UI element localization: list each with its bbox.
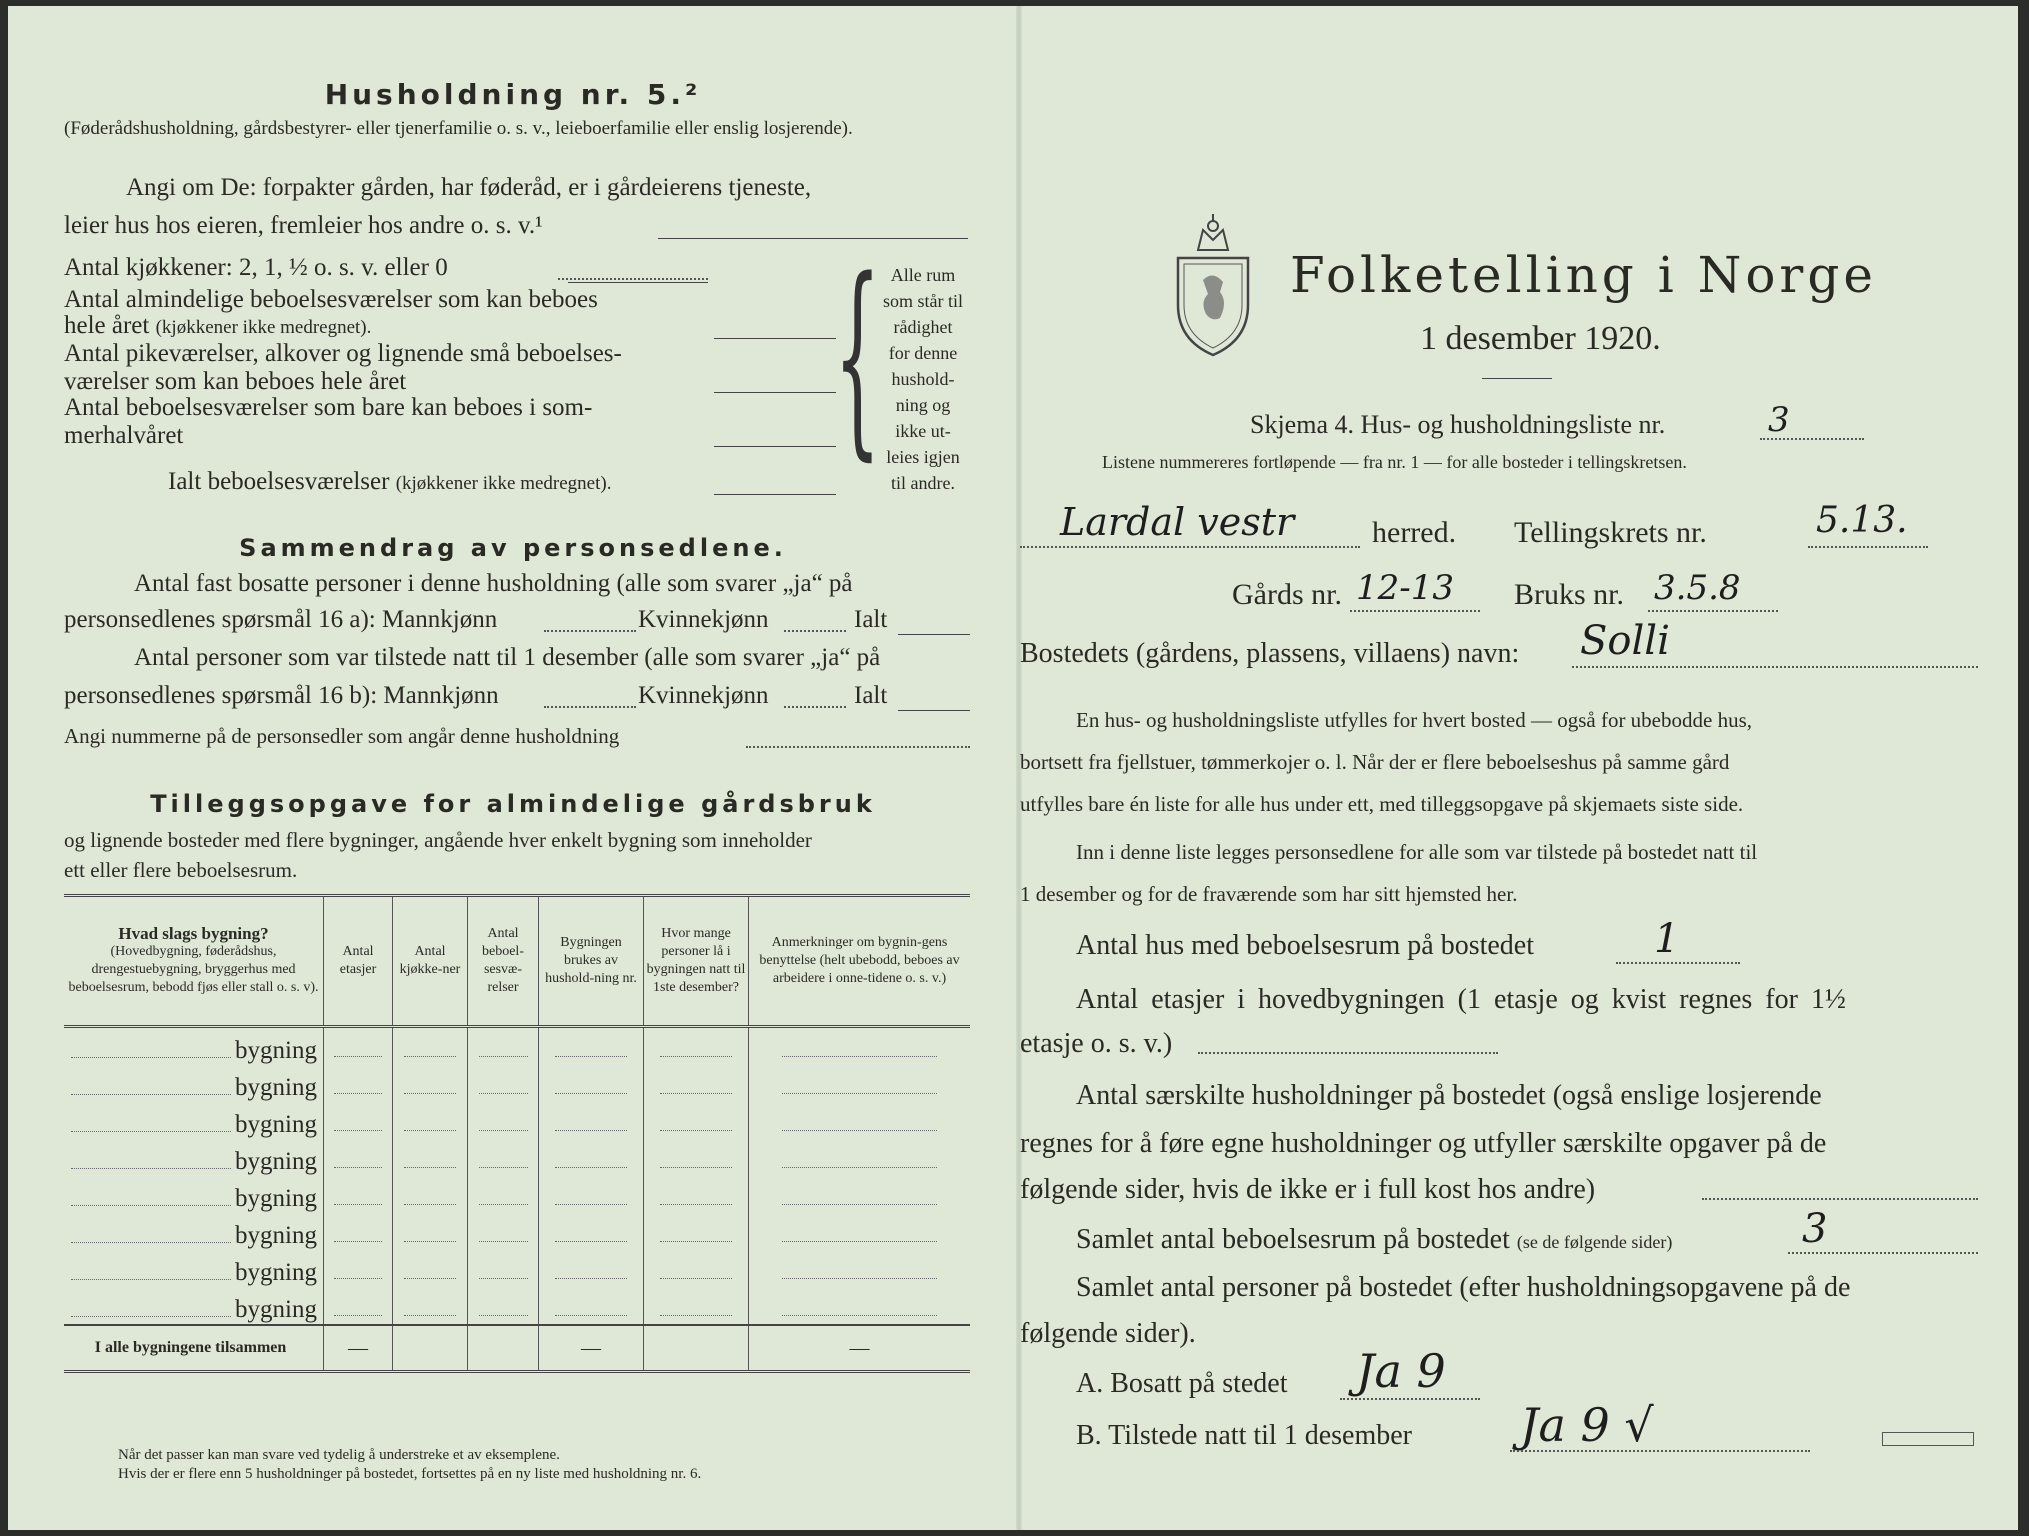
household-title: Husholdning nr. 5.² <box>324 78 702 111</box>
building-type-field[interactable] <box>71 1131 231 1132</box>
angi-answer-line[interactable] <box>658 238 968 239</box>
skjema-value[interactable]: 3 <box>1768 400 1790 440</box>
rooms-alm-1: Antal almindelige beboelsesværelser som kan beboes <box>64 286 598 313</box>
total-dash[interactable]: — <box>749 1325 971 1372</box>
building-cell[interactable] <box>644 1287 749 1325</box>
building-cell[interactable] <box>324 1213 393 1250</box>
building-cell[interactable] <box>749 1027 971 1066</box>
building-cell[interactable] <box>393 1250 468 1287</box>
bosatt-label: A. Bosatt på stedet <box>1076 1368 1288 1399</box>
building-table <box>64 894 970 1373</box>
building-cell[interactable] <box>644 1065 749 1102</box>
tillegg-title: Tilleggsopgave for almindelige gårdsbruk <box>150 790 876 818</box>
title-rule <box>1482 378 1552 379</box>
summary-p1-c: Kvinnekjønn <box>638 606 769 633</box>
col-persons: Hvor mange personer lå i bygningen natt til 1ste desember? <box>644 896 749 1027</box>
building-cell[interactable] <box>749 1250 971 1287</box>
somm-field[interactable] <box>714 446 836 447</box>
building-cell[interactable] <box>749 1213 971 1250</box>
etasjer-line-1: Antal etasjer i hovedbygningen (1 etasje og kvist regnes for 1½ <box>1076 984 1846 1015</box>
p1-total-field[interactable] <box>898 634 970 635</box>
angi-line-1: Angi om De: forpakter gården, har føderåd, er i gårdeierens tjeneste, <box>126 174 812 201</box>
summary-p3: Angi nummerne på de personsedler som angår denne husholdning <box>64 724 620 748</box>
building-row <box>64 1176 970 1213</box>
summary-p2-a: Antal personer som var tilstede natt til 1 desember (alle som svarer „ja“ på <box>134 644 881 671</box>
building-cell[interactable] <box>749 1176 971 1213</box>
building-cell[interactable] <box>644 1176 749 1213</box>
skjema-label: Skjema 4. Hus- og husholdningsliste nr. <box>1250 410 1666 439</box>
gards-field-line <box>1350 610 1480 612</box>
side-note-line: for denne <box>888 343 958 363</box>
building-cell[interactable] <box>539 1139 644 1176</box>
tilstede-value[interactable]: Ja 9 √ <box>1520 1398 1654 1452</box>
building-cell[interactable] <box>468 1176 539 1213</box>
cell-field-line <box>334 1241 382 1242</box>
info-line-3: utfylles bare én liste for alle hus under ett, med tilleggsopgave på skjemaets siste side. <box>1020 792 1744 816</box>
etasjer-line-2: etasje o. s. v.) <box>1020 1028 1173 1059</box>
building-row <box>64 1139 970 1176</box>
bruks-value[interactable]: 3.5.8 <box>1654 568 1741 608</box>
kitchens-dots <box>558 278 708 280</box>
cell-field-line <box>782 1241 937 1242</box>
samlet-pers-line-2: følgende sider). <box>1020 1318 1196 1349</box>
building-cell[interactable] <box>644 1213 749 1250</box>
tilstede-label: B. Tilstede natt til 1 desember <box>1076 1420 1412 1451</box>
skjema-field-line <box>1760 438 1864 440</box>
cell-field-line <box>479 1167 528 1168</box>
cell-field-line <box>555 1278 628 1279</box>
building-cell[interactable] <box>324 1176 393 1213</box>
cell-field-line <box>782 1130 937 1131</box>
building-cell[interactable] <box>324 1287 393 1325</box>
cell-field-line <box>782 1056 937 1057</box>
side-note-line: ning og <box>895 395 951 415</box>
summary-p2-b: personsedlenes spørsmål 16 b): Mannkjønn <box>64 682 499 709</box>
building-cell[interactable] <box>539 1287 644 1325</box>
building-cell[interactable] <box>468 1102 539 1139</box>
building-row-label: bygning <box>235 1148 317 1175</box>
rooms-pike-2: værelser som kan beboes hele året <box>64 368 407 395</box>
tellingskrets-value[interactable]: 5.13. <box>1816 500 1908 541</box>
building-type-field[interactable] <box>71 1316 231 1317</box>
building-cell[interactable] <box>393 1287 468 1325</box>
rooms-pike-1: Antal pikeværelser, alkover og lignende små beboelses- <box>64 340 622 367</box>
rooms-kitchens: Antal kjøkkener: 2, 1, ½ o. s. v. eller 0 <box>64 254 448 281</box>
building-row <box>64 1065 970 1102</box>
herred-label: herred. <box>1372 516 1457 549</box>
footer-note-2: Hvis der er flere enn 5 husholdninger på bostedet, fortsettes på en ny liste med husholdning nr. 6. <box>118 1466 702 1482</box>
building-type-field[interactable] <box>71 1094 231 1095</box>
bosatt-value[interactable]: Ja 9 <box>1356 1344 1446 1398</box>
building-type-cell[interactable] <box>64 1027 324 1066</box>
cell-field-line <box>660 1278 733 1279</box>
summary-p1-d: Ialt <box>854 606 888 633</box>
cell-field-line <box>334 1315 382 1316</box>
cell-field-line <box>404 1093 456 1094</box>
building-type-cell[interactable] <box>64 1213 324 1250</box>
building-row <box>64 1287 970 1325</box>
building-row-label: bygning <box>235 1185 317 1212</box>
bosted-value[interactable]: Solli <box>1580 618 1670 664</box>
building-row <box>64 1102 970 1139</box>
cell-field-line <box>555 1130 628 1131</box>
building-cell[interactable] <box>393 1102 468 1139</box>
cell-field-line <box>404 1204 456 1205</box>
building-type-cell[interactable] <box>64 1139 324 1176</box>
gards-label: Gårds nr. <box>1232 578 1342 611</box>
cell-field-line <box>479 1315 528 1316</box>
cell-field-line <box>479 1130 528 1131</box>
p2-male-field[interactable] <box>544 706 636 708</box>
building-type-cell[interactable] <box>64 1065 324 1102</box>
building-cell[interactable] <box>749 1065 971 1102</box>
side-note-line: rådighet <box>893 317 953 337</box>
building-row <box>64 1250 970 1287</box>
building-cell[interactable] <box>539 1102 644 1139</box>
info-line-5: 1 desember og for de fraværende som har sitt hjemsted her. <box>1020 882 1518 906</box>
rooms-alm-2: hele året (kjøkkener ikke medregnet). <box>64 312 372 339</box>
cell-field-line <box>404 1167 456 1168</box>
etasjer-field-line[interactable] <box>1198 1052 1498 1054</box>
cell-field-line <box>555 1315 628 1316</box>
col-used-by: Bygningen brukes av hushold-ning nr. <box>539 896 644 1027</box>
rooms-brace: { <box>834 234 881 479</box>
kitchens-field[interactable] <box>568 282 708 283</box>
cell-field-line <box>404 1315 456 1316</box>
cell-field-line <box>660 1241 733 1242</box>
husholdn-line-3: følgende sider, hvis de ikke er i full kost hos andre) <box>1020 1174 1596 1205</box>
cell-field-line <box>404 1056 456 1057</box>
total-cell[interactable] <box>393 1325 468 1372</box>
building-cell[interactable] <box>749 1287 971 1325</box>
building-cell[interactable] <box>644 1250 749 1287</box>
building-type-cell[interactable] <box>64 1176 324 1213</box>
census-date: 1 desember 1920. <box>1420 320 1661 357</box>
building-cell[interactable] <box>539 1027 644 1066</box>
samlet-rum-label: Samlet antal beboelsesrum på bostedet (se de følgende sider) <box>1076 1224 1673 1255</box>
cell-field-line <box>660 1130 733 1131</box>
building-cell[interactable] <box>324 1102 393 1139</box>
building-cell[interactable] <box>393 1139 468 1176</box>
summary-title: Sammendrag av personsedlene. <box>239 534 787 562</box>
building-rows <box>64 1027 970 1372</box>
side-note-line: hushold- <box>891 369 955 389</box>
bosatt-field-line <box>1340 1398 1480 1400</box>
norway-coat-of-arms-icon <box>1168 210 1258 360</box>
tellingskrets-label: Tellingskrets nr. <box>1514 516 1707 549</box>
building-cell[interactable] <box>539 1250 644 1287</box>
tillegg-sub-2: ett eller flere beboelsesrum. <box>64 858 298 882</box>
cell-field-line <box>782 1167 937 1168</box>
cell-field-line <box>782 1315 937 1316</box>
building-cell[interactable] <box>468 1287 539 1325</box>
cell-field-line <box>555 1093 628 1094</box>
ialt-field[interactable] <box>714 494 836 495</box>
building-cell[interactable] <box>324 1027 393 1066</box>
p1-male-field[interactable] <box>544 630 636 632</box>
side-note-line: som står til <box>883 291 963 311</box>
building-cell[interactable] <box>393 1213 468 1250</box>
building-cell[interactable] <box>539 1065 644 1102</box>
summary-p2-c: Kvinnekjønn <box>638 682 769 709</box>
listene-note: Listene nummereres fortløpende — fra nr. 1 — for alle bosteder i tellingskretsen. <box>1102 452 1687 472</box>
building-cell[interactable] <box>468 1139 539 1176</box>
herred-field-line <box>1020 546 1360 548</box>
cell-field-line <box>479 1093 528 1094</box>
building-type-field[interactable] <box>71 1279 231 1280</box>
building-row <box>64 1213 970 1250</box>
building-cell[interactable] <box>324 1139 393 1176</box>
p2-female-field[interactable] <box>784 706 846 708</box>
samlet-pers-line-1: Samlet antal personer på bostedet (efter husholdningsopgavene på de <box>1076 1272 1851 1303</box>
rooms-side-note <box>868 262 978 496</box>
tillegg-sub-1: og lignende bosteder med flere bygninger, angående hver enkelt bygning som inneholder <box>64 828 812 852</box>
cell-field-line <box>660 1093 733 1094</box>
building-type-cell[interactable] <box>64 1287 324 1325</box>
total-dash[interactable]: — <box>324 1325 393 1372</box>
cell-field-line <box>555 1241 628 1242</box>
hus-label: Antal hus med beboelsesrum på bostedet <box>1076 930 1535 961</box>
cell-field-line <box>660 1204 733 1205</box>
cell-field-line <box>404 1130 456 1131</box>
pike-field[interactable] <box>714 392 836 393</box>
p1-female-field[interactable] <box>784 630 846 632</box>
bosted-field-line <box>1572 666 1978 668</box>
building-row-label: bygning <box>235 1074 317 1101</box>
rooms-ialt: Ialt beboelsesværelser (kjøkkener ikke medregnet). <box>168 468 612 495</box>
building-cell[interactable] <box>644 1139 749 1176</box>
footer-note-1: Når det passer kan man svare ved tydelig å understreke et av eksemplene. <box>118 1447 560 1463</box>
building-cell[interactable] <box>468 1065 539 1102</box>
printer-stamp <box>1882 1432 1974 1446</box>
rooms-somm-1: Antal beboelsesværelser som bare kan beboes i som- <box>64 394 593 421</box>
building-cell[interactable] <box>468 1250 539 1287</box>
total-dash[interactable]: — <box>539 1325 644 1372</box>
cell-field-line <box>555 1056 628 1057</box>
husholdn-line-2: regnes for å føre egne husholdninger og utfyller særskilte opgaver på de <box>1020 1128 1827 1159</box>
building-row-label: bygning <box>235 1296 317 1323</box>
building-cell[interactable] <box>324 1250 393 1287</box>
total-label: I alle bygningene tilsammen <box>64 1325 324 1372</box>
left-page <box>8 6 1018 1530</box>
col-remarks: Anmerkninger om bygnin-gens benyttelse (helt ubebodd, beboes av arbeidere i onne-tidene o. s. v.) <box>749 896 971 1027</box>
cell-field-line <box>404 1278 456 1279</box>
household-note: (Føderådshusholdning, gårdsbestyrer- eller tjenerfamilie o. s. v., leieboerfamilie eller enslig losjerende). <box>64 118 853 139</box>
rooms-somm-2: merhalvåret <box>64 422 184 449</box>
cell-field-line <box>334 1278 382 1279</box>
hus-field-line <box>1616 962 1740 964</box>
building-cell[interactable] <box>749 1102 971 1139</box>
building-cell[interactable] <box>539 1176 644 1213</box>
building-cell[interactable] <box>749 1139 971 1176</box>
building-type-field[interactable] <box>71 1057 231 1058</box>
building-type-field[interactable] <box>71 1242 231 1243</box>
col-rooms: Antal beboel-sesvæ-relser <box>468 896 539 1027</box>
cell-field-line <box>782 1093 937 1094</box>
info-line-2: bortsett fra fjellstuer, tømmerkojer o. l. Når der er flere beboelseshus på samme gård <box>1020 750 1730 774</box>
building-cell[interactable] <box>644 1102 749 1139</box>
col-floors: Antal etasjer <box>324 896 393 1027</box>
total-row <box>64 1325 970 1372</box>
cell-field-line <box>660 1167 733 1168</box>
bosted-label: Bostedets (gårdens, plassens, villaens) navn: <box>1020 638 1520 669</box>
col-building-type: Hvad slags bygning? (Hovedbygning, føderådshus, drengestuebygning, bryggerhus med beboelsesrum, bebodd fjøs eller stall o. s. v). <box>64 896 324 1027</box>
cell-field-line <box>782 1204 937 1205</box>
cell-field-line <box>334 1130 382 1131</box>
summary-p1-a: Antal fast bosatte personer i denne husholdning (alle som svarer „ja“ på <box>134 570 853 597</box>
husholdn-field-line[interactable] <box>1702 1198 1978 1200</box>
p3-field[interactable] <box>746 746 970 748</box>
cell-field-line <box>479 1056 528 1057</box>
info-line-4: Inn i denne liste legges personsedlene for alle som var tilstede på bostedet natt til <box>1076 840 1758 864</box>
angi-line-2: leier hus hos eieren, fremleier hos andre o. s. v.¹ <box>64 212 543 239</box>
building-cell[interactable] <box>393 1176 468 1213</box>
building-row <box>64 1027 970 1066</box>
bruks-field-line <box>1648 610 1778 612</box>
col-kitchens: Antal kjøkke-ner <box>393 896 468 1027</box>
summary-p1-b: personsedlenes spørsmål 16 a): Mannkjønn <box>64 606 498 633</box>
total-cell[interactable] <box>644 1325 749 1372</box>
building-cell[interactable] <box>468 1027 539 1066</box>
building-type-field[interactable] <box>71 1205 231 1206</box>
side-note-line: leies igjen <box>886 447 960 467</box>
gards-value[interactable]: 12-13 <box>1356 568 1455 608</box>
total-cell[interactable] <box>468 1325 539 1372</box>
building-cell[interactable] <box>393 1065 468 1102</box>
summary-p2-d: Ialt <box>854 682 888 709</box>
building-type-cell[interactable] <box>64 1250 324 1287</box>
husholdn-line-1: Antal særskilte husholdninger på bostedet (også enslige losjerende <box>1076 1080 1822 1111</box>
side-note-line: Alle rum <box>890 265 956 285</box>
building-type-field[interactable] <box>71 1168 231 1169</box>
cell-field-line <box>334 1204 382 1205</box>
herred-value[interactable]: Lardal vestr <box>1060 500 1295 544</box>
alm-field[interactable] <box>714 338 836 339</box>
side-note-line: ikke ut- <box>895 421 951 441</box>
samlet-rum-field-line <box>1788 1252 1978 1254</box>
p2-total-field[interactable] <box>898 710 970 711</box>
cell-field-line <box>404 1241 456 1242</box>
cell-field-line <box>555 1204 628 1205</box>
census-sheet <box>8 6 2018 1530</box>
building-cell[interactable] <box>324 1065 393 1102</box>
hus-value[interactable]: 1 <box>1654 916 1680 962</box>
census-title: Folketelling i Norge <box>1290 246 1877 304</box>
building-row-label: bygning <box>235 1037 317 1064</box>
info-line-1: En hus- og husholdningsliste utfylles for hvert bosted — også for ubebodde hus, <box>1076 708 1752 732</box>
building-cell[interactable] <box>539 1213 644 1250</box>
building-cell[interactable] <box>644 1027 749 1066</box>
bruks-label: Bruks nr. <box>1514 578 1625 611</box>
cell-field-line <box>555 1167 628 1168</box>
cell-field-line <box>334 1167 382 1168</box>
building-type-cell[interactable] <box>64 1102 324 1139</box>
cell-field-line <box>334 1056 382 1057</box>
cell-field-line <box>660 1315 733 1316</box>
tellingskrets-field-line <box>1808 546 1928 548</box>
cell-field-line <box>660 1056 733 1057</box>
cell-field-line <box>479 1204 528 1205</box>
cell-field-line <box>479 1278 528 1279</box>
building-row-label: bygning <box>235 1222 317 1249</box>
tilstede-field-line <box>1510 1450 1810 1452</box>
cell-field-line <box>479 1241 528 1242</box>
samlet-rum-value[interactable]: 3 <box>1802 1206 1828 1252</box>
cell-field-line <box>782 1278 937 1279</box>
cell-field-line <box>334 1093 382 1094</box>
right-page <box>1020 6 2018 1530</box>
side-note-line: til andre. <box>891 473 955 493</box>
building-cell[interactable] <box>393 1027 468 1066</box>
building-cell[interactable] <box>468 1213 539 1250</box>
building-row-label: bygning <box>235 1259 317 1286</box>
building-row-label: bygning <box>235 1111 317 1138</box>
